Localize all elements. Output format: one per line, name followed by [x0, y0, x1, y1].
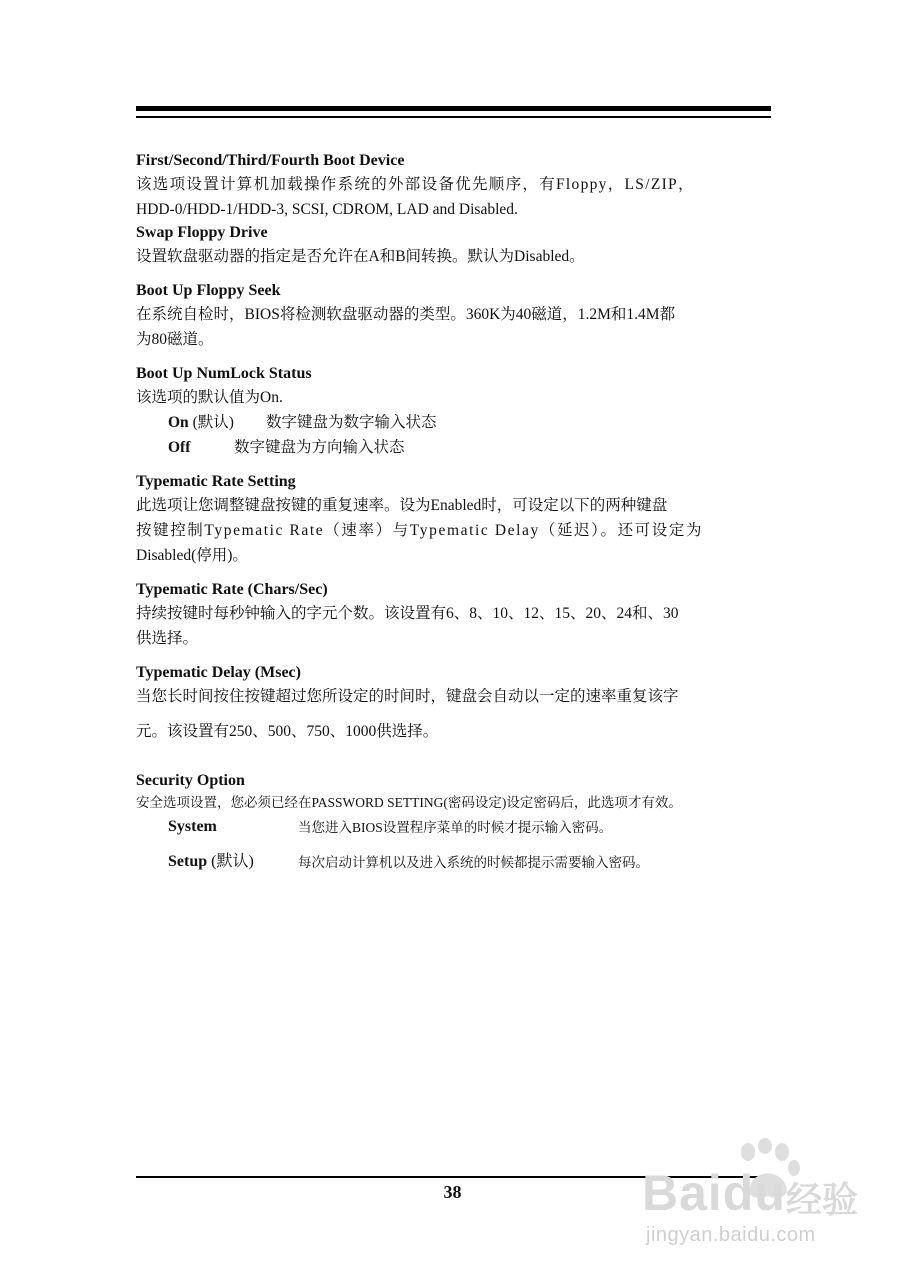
option-key: On: [168, 414, 189, 431]
section-heading: First/Second/Third/Fourth Boot Device: [136, 152, 405, 169]
option-key: Setup: [168, 853, 208, 870]
section-text-line: 安全选项设置，您必须已经在PASSWORD SETTING(密码设定)设定密码后，此选项才有效。: [136, 795, 682, 810]
option-key: Off: [168, 439, 191, 456]
section-heading: Typematic Delay (Msec): [136, 664, 301, 681]
section-text-line: 设置软盘驱动器的指定是否允许在A和B间转换。默认为Disabled。: [136, 248, 585, 265]
watermark-brand: Baidu: [642, 1165, 786, 1221]
section-text-line: 该选项设置计算机加载操作系统的外部设备优先顺序，有Floppy，LS/ZIP，: [136, 176, 695, 193]
option-row: [136, 816, 769, 839]
option-row: [136, 435, 769, 460]
baidu-jingyan-watermark: [636, 1138, 886, 1268]
section-text-line: 供选择。: [136, 630, 199, 647]
section-typematic-setting: [136, 471, 769, 568]
watermark-brand-cn: 经验: [786, 1180, 859, 1221]
option-suffix: (默认): [207, 853, 254, 870]
section-heading: Swap Floppy Drive: [136, 224, 268, 241]
section-text-line: 此选项让您调整键盘按键的重复速率。设为Enabled时，可设定以下的两种键盘: [136, 497, 668, 514]
section-heading: Typematic Rate Setting: [136, 473, 296, 490]
header-rule-thin: [136, 116, 771, 118]
section-text-line: 为80磁道。: [136, 331, 214, 348]
option-row: [136, 851, 769, 874]
section-text-line: Disabled(停用)。: [136, 547, 248, 564]
watermark-url: jingyan.baidu.com: [646, 1224, 816, 1246]
section-heading: Boot Up Floppy Seek: [136, 282, 281, 299]
section-heading: Typematic Rate (Chars/Sec): [136, 581, 328, 598]
section-text-line: 持续按键时每秒钟输入的字元个数。该设置有6、8、10、12、15、20、24和、30: [136, 605, 679, 622]
header-rule-thick: [136, 106, 771, 111]
page-number: 38: [443, 1182, 462, 1202]
section-swap-floppy: [136, 222, 769, 269]
section-text-line: 在系统自检时，BIOS将检测软盘驱动器的类型。360K为40磁道，1.2M和1.4M都: [136, 306, 676, 323]
section-text-line: 按键控制Typematic Rate（速率）与Typematic Delay（延迟）。还可设定为: [136, 522, 704, 539]
option-description: 数字键盘为数字输入状态: [266, 414, 437, 431]
section-numlock: [136, 363, 769, 460]
option-suffix: (默认): [188, 414, 234, 431]
section-boot-device: [136, 150, 769, 222]
option-description: 每次启动计算机以及进入系统的时候都提示需要输入密码。: [298, 855, 649, 870]
option-key: System: [168, 818, 217, 835]
section-floppy-seek: [136, 280, 769, 352]
section-text-line: HDD-0/HDD-1/HDD-3, SCSI, CDROM, LAD and Disabled.: [136, 201, 518, 218]
section-text-line: 元。该设置有250、500、750、1000供选择。: [136, 723, 439, 740]
section-typematic-delay: [136, 662, 769, 744]
section-typematic-rate: [136, 579, 769, 651]
document-body: [136, 150, 769, 874]
option-description: 当您进入BIOS设置程序菜单的时候才提示输入密码。: [298, 820, 613, 835]
option-row: [136, 410, 769, 435]
section-security-option: [136, 770, 769, 874]
option-description: 数字键盘为方向输入状态: [234, 439, 405, 456]
section-heading: Boot Up NumLock Status: [136, 365, 312, 382]
section-text-line: 该选项的默认值为On.: [136, 389, 283, 406]
section-heading: Security Option: [136, 772, 245, 789]
section-text-line: 当您长时间按住按键超过您所设定的时间时，键盘会自动以一定的速率重复该字: [136, 688, 679, 705]
